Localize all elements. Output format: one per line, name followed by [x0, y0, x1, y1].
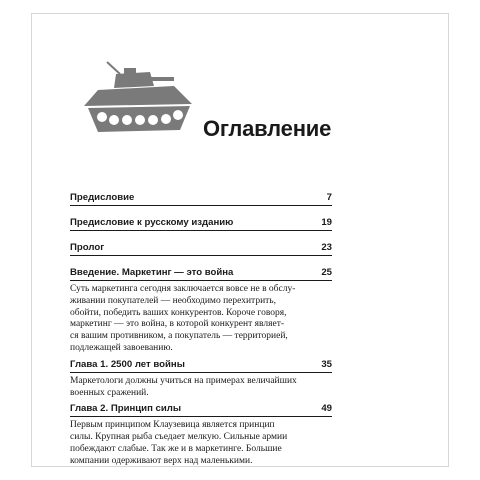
toc-entry[interactable] [70, 403, 332, 417]
toc-entry-page: 19 [321, 217, 332, 228]
toc-entry-page: 49 [321, 403, 332, 415]
toc-entry[interactable] [70, 217, 332, 231]
toc-entry-page: 23 [321, 242, 332, 253]
toc-entry-page: 35 [321, 358, 332, 370]
book-page [31, 13, 449, 467]
toc-entry-label: Глава 1. 2500 лет войны [70, 358, 185, 370]
table-of-contents [70, 192, 332, 468]
toc-entry-label: Предисловие [70, 192, 135, 203]
toc-entry-page: 7 [326, 192, 332, 203]
toc-entry-label: Глава 2. Принцип силы [70, 403, 182, 415]
toc-entry[interactable] [70, 242, 332, 256]
toc-entry-description: Суть маркетинга сегодня заключается вовсе не в обслу- живании покупателей — необходимо перехитрить, обойти, победить ваших конкурентов. Короче говоря, маркетинг — это война, в которой конкурент являет- ся вашим противником, а покупатель — территорией, подлежащей завоеванию. [70, 284, 296, 353]
toc-entry[interactable] [70, 267, 332, 281]
tank-icon [76, 54, 198, 140]
toc-entry-description: Первым принципом Клаузевица является принцип силы. Крупная рыба съедает мелкую. Сильные армии побеждают слабые. Так же и в маркетинге. Большие компании одерживают верх над маленькими. [70, 420, 288, 466]
toc-entry[interactable] [70, 192, 332, 206]
toc-entry-page: 25 [321, 267, 332, 278]
toc-entry-label: Пролог [70, 242, 105, 253]
toc-entry-description: Маркетологи должны учиться на примерах величайших военных сражений. [70, 375, 297, 398]
toc-entry[interactable] [70, 359, 332, 373]
toc-entry-label: Введение. Маркетинг — это война [70, 267, 234, 278]
toc-entry-label: Предисловие к русскому изданию [70, 217, 234, 228]
page-title: Оглавление [203, 116, 332, 141]
